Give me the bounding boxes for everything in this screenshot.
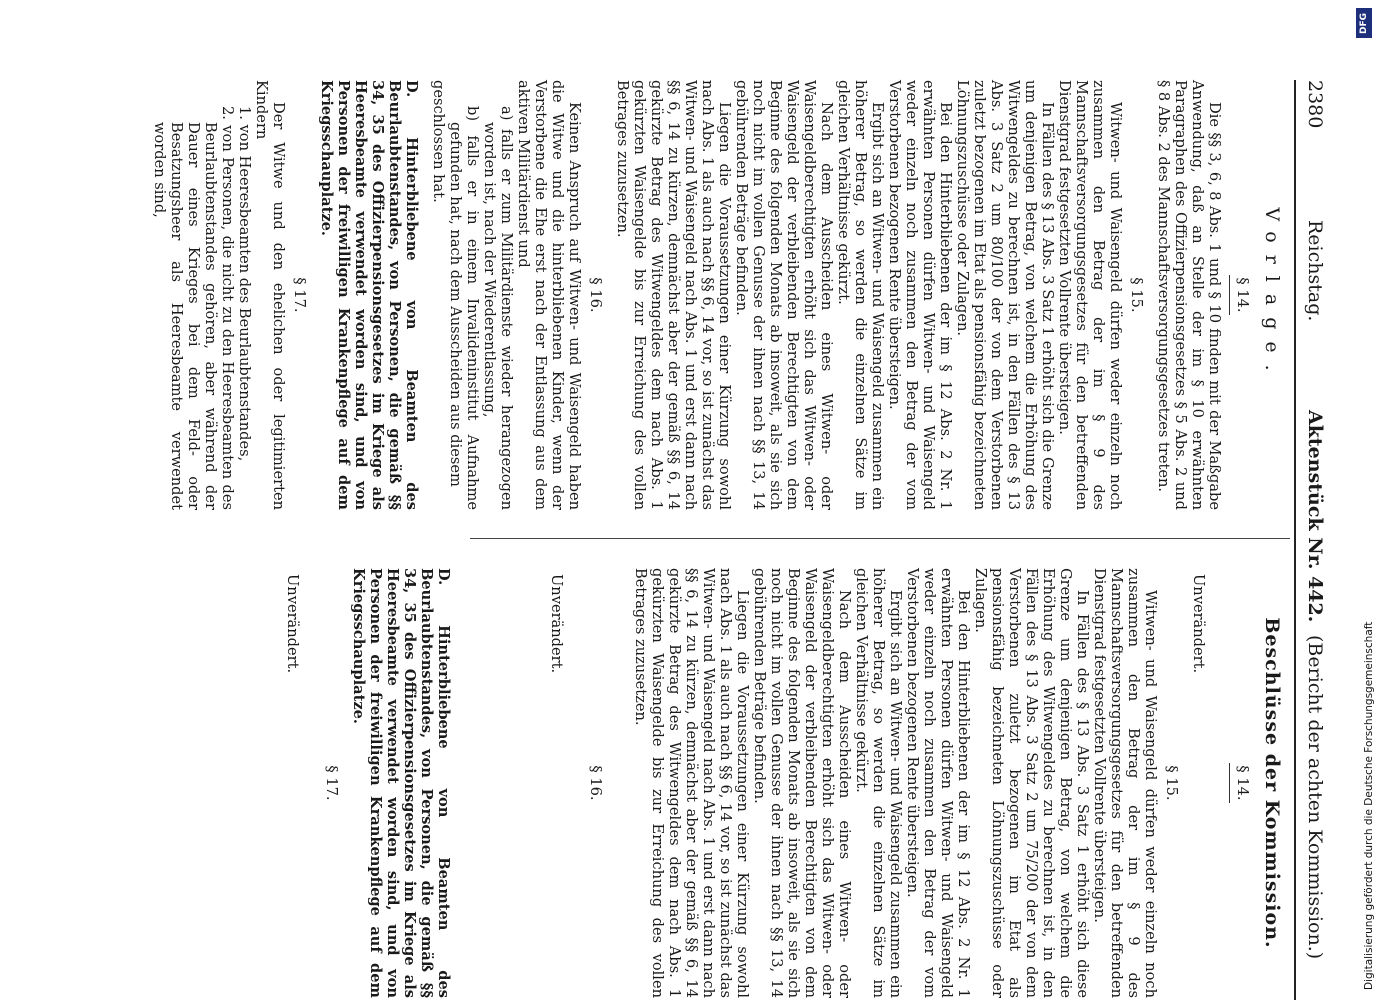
right-s15-title: § 15. [1163, 765, 1180, 801]
left-s17-title: § 17. [291, 277, 308, 313]
right-s14-title: § 14. [1234, 765, 1251, 801]
left-s14: Die §§ 3, 6, 8 Abs. 1 und § 10 finden mit der Maßgabe Anwendung, daß an Stelle der im § 10 erwähnten Paragraphen des Offizierpensionsgesetzes § 5 Abs. 2 und § 8 Abs. 2 des Mannschaftsversorgungsgesetzes treten. [1155, 80, 1223, 510]
right-s15-p2: In Fällen des § 13 Abs. 3 Satz 1 erhöht sich diese Grenze um denjenigen Betrag, von welchem die Erhöhung des Witwengeldes zu berechnen ist, in den Fällen des § 13 Abs. 3 Satz 2 um 75/200 der von dem Verstorbenen zuletzt bezogenen im Etat als pensionsfähig bezeichneten Löhnungszuschüsse oder Zulagen. [972, 568, 1091, 998]
left-s15-p3: Bei den Hinterbliebenen der im § 12 Abs. 2 Nr. 1 erwähnten Personen dürfen Witwen- und Waisengeld weder einzeln noch zusammen den Betrag der vom Verstorbenen bezogenen Rente übersteigen. [886, 80, 954, 510]
page-number: 2380 [1304, 80, 1326, 129]
left-s17-p1: Der Witwe und den ehelichen oder legitimierten Kindern [253, 80, 287, 510]
left-s16-a: a) falls er zum Militärdienste wieder herangezogen worden ist, nach der Wiederentlassung, [481, 106, 515, 510]
right-s15-p6: Liegen die Voraussetzungen einer Kürzung sowohl nach Abs. 1 als auch nach §§ 6, 14 vor, so ist zunächst das Witwen- und Waisengeld nach Abs. 1 und erst dann nach §§ 6, 14 zu kürzen, demnächst aber der gemäß §§ 6, 14 gekürzte Betrag des Witwengeldes dem nach Abs. 1 gekürzten Waisengelde bis zur Erreichung des vollen Betrages zuzusetzen. [632, 568, 751, 998]
left-s17-2: 2. von Personen, die nicht zu den Heeresbeamten des Beurlaubtenstandes gehören, aber während der Dauer eines Krieges bei dem Feld- oder Besatzungsheer als Heeresbeamte verwendet worden sind, [151, 106, 236, 510]
left-s16-end: geschlossen hat. [430, 80, 447, 203]
left-s15-p1: Witwen- und Waisengeld dürfen weder einzeln noch zusammen den Betrag der im § 9 des Mannschaftsversorgungsgesetzes für den betreffenden Dienstgrad festgesetzten Vollrente übersteigen. [1056, 80, 1124, 510]
rotated-page [30, 80, 1330, 1000]
page-header [1294, 80, 1330, 1000]
left-s15-p4: Ergibt sich an Witwen- und Waisengeld zusammen ein höherer Betrag, so werden die einzelnen Sätze im gleichen Verhältnisse gekürzt. [835, 80, 886, 510]
column-divider [470, 538, 1290, 539]
right-s17-title: § 17. [323, 765, 340, 801]
left-s15-p2: In Fällen des § 13 Abs. 3 Satz 1 erhöht sich die Grenze um denjenigen Betrag, von welchem die Erhöhung des Witwengeldes zu berechnen ist, in den Fällen des § 13 Abs. 3 Satz 2 um 80/100 der von dem Verstorbenen zuletzt bezogenen im Etat als pensionsfähig bezeichneten Löhnungszuschüsse oder Zulagen. [954, 80, 1056, 510]
left-d-title: D. Hinterbliebene von Beamten des Beurlaubtenstandes, von Personen, die gemäß §§ 34, 35 des Offizierpensionsgesetzes im Kriege als Heeresbeamte verwendet worden sind, und von Personen der freiwilligen Krankenpflege auf dem Kriegsschauplatze. [318, 80, 420, 510]
left-s17-1: 1. von Heeresbeamten des Beurlaubtenstandes, [236, 106, 253, 462]
left-s14-title: § 14. [1234, 277, 1251, 313]
right-s15-p1: Witwen- und Waisengeld dürfen weder einzeln noch zusammen den Betrag der im § 9 des Mannschaftsversorgungsgesetzes für den betreffenden Dienstgrad festgesetzten Vollrente übersteigen. [1091, 568, 1159, 998]
left-s15-p6: Liegen die Voraussetzungen einer Kürzung sowohl nach Abs. 1 als auch nach §§ 6, 14 vor, so ist zunächst das Witwen- und Waisengeld nach Abs. 1 und erst dann nach §§ 6, 14 zu kürzen, demnächst aber der gemäß §§ 6, 14 gekürzte Betrag des Witwengeldes dem nach Abs. 1 gekürzten Waisengelde bis zur Erreichung des vollen Betrages zuzusetzen. [614, 80, 733, 510]
left-s15-p5: Nach dem Ausscheiden eines Witwen- oder Waisengeldberechtigten erhöht sich das Witwen- oder Waisengeld der verbleibenden Berechtigten von dem Beginne des folgenden Monats ab insoweit, als sie sich noch nicht im vollen Genusse der ihnen nach §§ 13, 14 gebührenden Beträge befinden. [733, 80, 835, 510]
left-s15-title: § 15. [1128, 277, 1145, 313]
right-s16-title: § 16. [587, 765, 604, 801]
right-s15-p4: Ergibt sich an Witwen- und Waisengeld zusammen ein höherer Betrag, so werden die einzelnen Sätze im gleichen Verhältnisse gekürzt. [853, 568, 904, 998]
left-s16-title: § 16. [587, 277, 604, 313]
right-heading: Beschlüsse der Kommission. [1261, 617, 1283, 949]
right-d-title: D. Hinterbliebene von Beamten des Beurlaubtenstandes, von Personen, die gemäß §§ 34, 35 des Offizierpensionsgesetzes im Kriege als Heeresbeamte verwendet worden sind, und von Personen der freiwilligen Krankenpflege auf dem Kriegsschauplatze. [350, 568, 452, 998]
left-column [151, 80, 1286, 510]
right-s16: Unverändert. [548, 574, 565, 674]
right-column [284, 568, 1286, 998]
left-heading: Vorlage. [1261, 207, 1283, 383]
dfg-logo: DFG [1356, 8, 1376, 46]
left-s16-p1: Keinen Anspruch auf Witwen- und Waisengeld haben die Witwe und die hinterbliebenen Kinder, wenn der Verstorbene die Ehe erst nach der Entlassung aus dem aktiven Militärdienst und [515, 80, 583, 510]
header-left: Reichstag. [1304, 220, 1326, 322]
header-right: (Bericht der achten Kommission.) [1304, 635, 1326, 960]
right-s15-p3: Bei den Hinterbliebenen der im § 12 Abs. 2 Nr. 1 erwähnten Personen dürfen Witwen- und Waisengeld weder einzeln noch zusammen den Betrag der vom Verstorbenen bezogenen Rente übersteigen. [904, 568, 972, 998]
header-center: Aktenstück Nr. 442. [1304, 410, 1326, 623]
right-s17: Unverändert. [284, 574, 301, 674]
right-s15-p5: Nach dem Ausscheiden eines Witwen- oder Waisengeldberechtigten erhöht sich das Witwen- oder Waisengeld der verbleibenden Berechtigten von dem Beginne des folgenden Monats ab insoweit, als sie sich noch nicht im vollen Genusse der ihnen nach §§ 13, 14 gebührenden Beträge befinden. [751, 568, 853, 998]
right-s14: Unverändert. [1190, 574, 1207, 674]
digitization-credit: Digitalisierung gefördert durch die Deutsche Forschungsgemeinschaft [1363, 621, 1375, 990]
left-s16-b: b) falls er in einem Invalideninstitut Aufnahme gefunden hat, nach dem Ausscheiden aus diesem [447, 106, 481, 510]
